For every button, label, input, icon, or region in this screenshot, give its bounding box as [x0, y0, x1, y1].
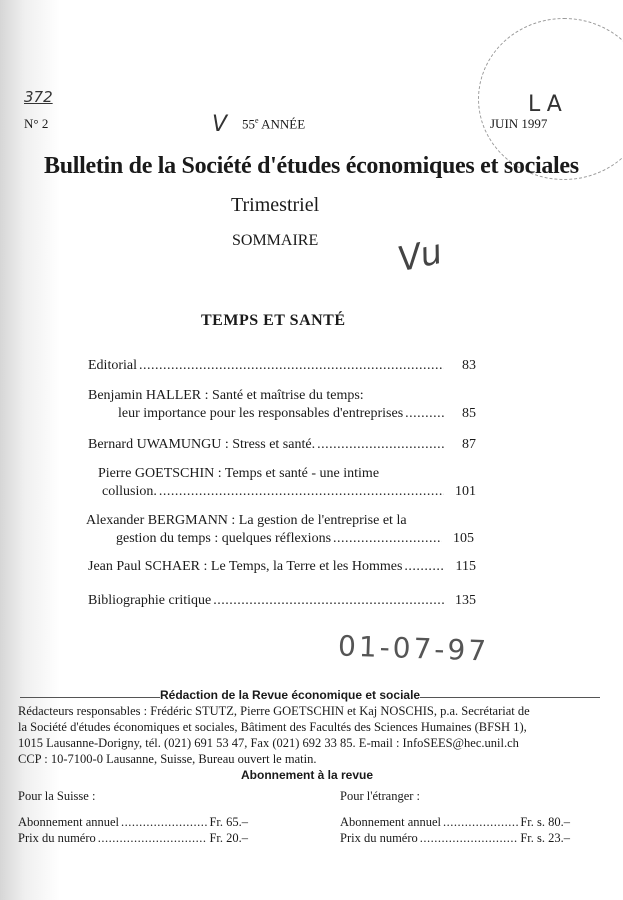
- sommaire-heading: SOMMAIRE: [232, 232, 319, 249]
- etranger-numero-price: Fr. s. 23.–: [520, 831, 570, 845]
- etranger-annuel-price: Fr. s. 80.–: [520, 815, 570, 829]
- toc-label: gestion du temps : quelques réflexions: [116, 531, 332, 546]
- toc-entry-uwamungu: [88, 436, 476, 454]
- year-number: 55: [242, 116, 255, 132]
- etranger-title: Pour l'étranger :: [340, 789, 421, 803]
- suisse-annuel-price: Fr. 65.–: [209, 815, 248, 829]
- toc-label: Editorial: [88, 358, 137, 373]
- toc-page: 105: [453, 531, 474, 546]
- handwritten-number: 372: [24, 88, 53, 106]
- year-label: [242, 116, 305, 132]
- toc-page: 83: [462, 358, 476, 373]
- handwritten-check: V: [212, 112, 228, 137]
- theme-heading: TEMPS ET SANTÉ: [201, 312, 346, 329]
- redaction-heading: Rédaction de la Revue économique et sociale: [160, 688, 421, 702]
- subtitle: Trimestriel: [231, 194, 320, 216]
- toc-label: collusion.: [102, 484, 157, 499]
- suisse-numero-price: Fr. 20.–: [209, 831, 248, 845]
- toc-label: Bernard UWAMUNGU : Stress et santé.: [88, 437, 316, 452]
- issue-number: N° 2: [24, 116, 49, 131]
- suisse-annuel-label: Abonnement annuel: [18, 815, 120, 829]
- etranger-annuel-label: Abonnement annuel: [340, 815, 442, 829]
- etranger-numero-label: Prix du numéro: [340, 831, 418, 845]
- abonnement-etranger: [340, 788, 570, 846]
- toc-label: Jean Paul SCHAER : Le Temps, la Terre et les Hommes: [88, 559, 403, 574]
- suisse-title: Pour la Suisse :: [18, 789, 96, 803]
- toc-line1: Benjamin HALLER : Santé et maîtrise du temps:: [88, 388, 364, 403]
- handwritten-date: 01-07-97: [337, 629, 490, 668]
- toc-entry-goetschin: [88, 465, 476, 501]
- abonnement-heading: Abonnement à la revue: [241, 768, 374, 782]
- page-title: Bulletin de la Société d'études économiques et sociales: [44, 153, 579, 179]
- issue-date: JUIN 1997: [490, 116, 548, 131]
- divider-left: [20, 697, 160, 698]
- toc-entry-bergmann: [86, 512, 474, 548]
- redaction-line: Rédacteurs responsables : Frédéric STUTZ, Pierre GOETSCHIN et Kaj NOSCHIS, p.a. Secrétariat de: [18, 704, 530, 718]
- toc-entry-editorial: [88, 357, 476, 375]
- toc-page: 85: [462, 406, 476, 421]
- toc-page: 115: [455, 559, 476, 574]
- year-word: ANNÉE: [261, 116, 306, 132]
- toc-label: leur importance pour les responsables d'entreprises: [118, 406, 404, 421]
- abonnement-suisse: [18, 788, 248, 846]
- toc-page: 87: [462, 437, 476, 452]
- toc-entry-bibliographie: [88, 592, 476, 610]
- handwritten-signature: Vu: [394, 231, 446, 281]
- suisse-numero-label: Prix du numéro: [18, 831, 96, 845]
- toc-line1: Pierre GOETSCHIN : Temps et santé - une intime: [98, 466, 380, 481]
- toc-page: 101: [455, 484, 476, 499]
- toc-label: Bibliographie critique: [88, 593, 212, 608]
- redaction-line: la Société d'études économiques et sociales, Bâtiment des Facultés des Sciences Humaines (BFSH 1),: [18, 720, 527, 734]
- toc-entry-haller: [88, 387, 476, 423]
- redaction-block: [18, 703, 530, 767]
- handwritten-stamp-text: LA: [528, 92, 568, 117]
- toc-page: 135: [455, 593, 476, 608]
- toc-entry-schaer: [88, 558, 476, 576]
- toc-line1: Alexander BERGMANN : La gestion de l'entreprise et la: [86, 513, 407, 528]
- divider-right: [420, 697, 600, 698]
- redaction-line: CCP : 10-7100-0 Lausanne, Suisse, Bureau ouvert le matin.: [18, 752, 317, 766]
- redaction-line: 1015 Lausanne-Dorigny, tél. (021) 691 53 47, Fax (021) 692 33 85. E-mail : InfoSEES@hec.unil.ch: [18, 736, 519, 750]
- year-superscript: e: [255, 116, 259, 125]
